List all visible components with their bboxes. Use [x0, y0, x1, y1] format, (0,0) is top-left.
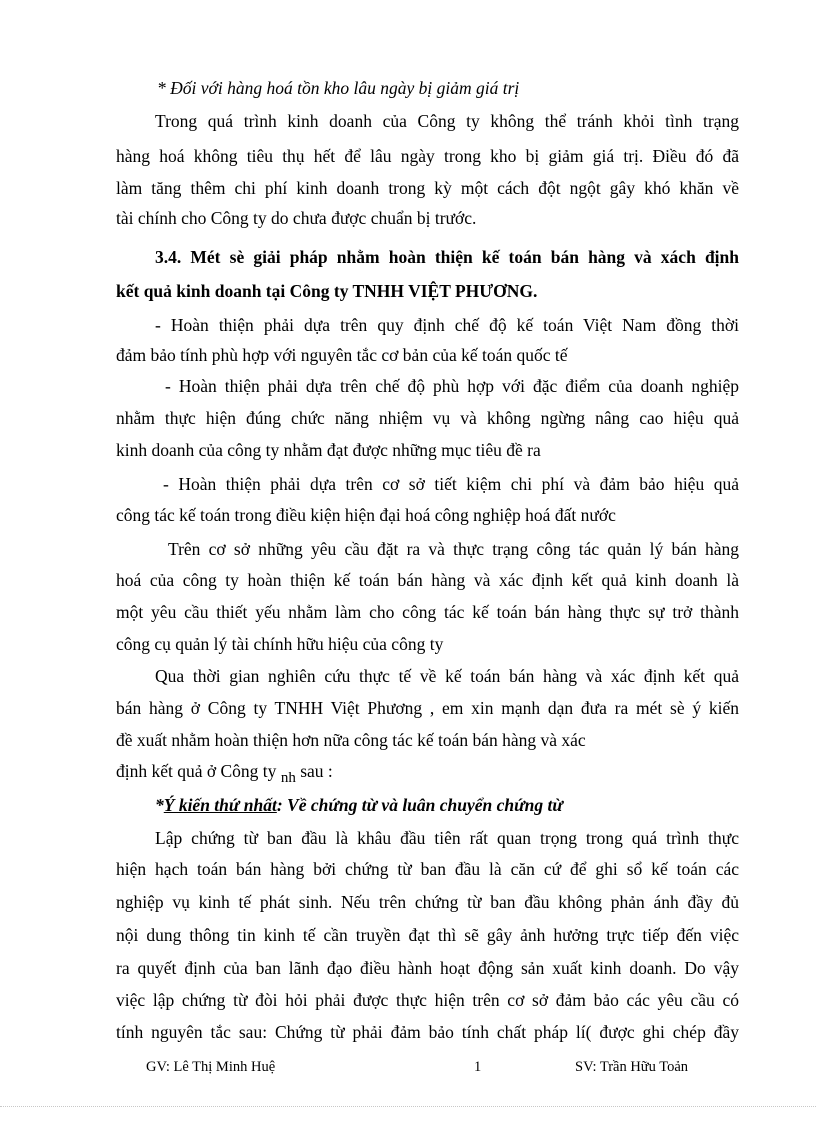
paragraph-line-last: [116, 761, 739, 786]
asterisk: *: [155, 795, 164, 815]
section-heading-3-4: 3.4. Mét sè giải pháp nhằm hoàn thiện kế toán bán hàng và xách định: [155, 247, 739, 267]
page-bottom-divider: [0, 1106, 816, 1107]
paragraph-line: việc lập chứng từ đòi hỏi phải được thực hiện trên cơ sở đảm bảo các yêu cầu có: [116, 990, 739, 1010]
paragraph-line: Lập chứng từ ban đầu là khâu đầu tiên rất quan trọng trong quá trình thực: [155, 828, 739, 848]
footer-page-number: 1: [474, 1059, 482, 1075]
first-opinion-label: Ý kiến thứ nhất: [163, 795, 277, 815]
text-span: định kết quả ở Công ty: [116, 761, 277, 781]
subscript-fragment: nh: [280, 770, 296, 786]
paragraph-line: hàng hoá không tiêu thụ hết để lâu ngày trong kho bị giảm giá trị. Điều đó đã: [116, 146, 739, 166]
paragraph-line: tài chính cho Công ty do chưa được chuẩn bị trước.: [116, 208, 477, 228]
footer-student: SV: Trần Hữu Toản: [575, 1059, 689, 1075]
text-span: sau :: [300, 761, 333, 781]
paragraph-line: nội dung thông tin kinh tế cần truyền đạt thì sẽ gây ảnh hưởng trực tiếp đến việc: [116, 925, 739, 945]
heading-inventory-devaluation: * Đối với hàng hoá tồn kho lâu ngày bị giảm giá trị: [157, 78, 520, 98]
paragraph-line: một yêu cầu thiết yếu nhằm làm cho công tác kế toán bán hàng thực sự trở thành: [116, 602, 739, 622]
paragraph-line: bán hàng ở Công ty TNHH Việt Phương , em xin mạnh dạn đưa ra mét sè ý kiến: [116, 698, 739, 718]
paragraph-line: đề xuất nhằm hoàn thiện hơn nữa công tác kế toán bán hàng và xác: [116, 730, 586, 750]
bullet-line: - Hoàn thiện phải dựa trên chế độ phù hợp với đặc điểm của doanh nghiệp: [165, 376, 739, 396]
paragraph-line: hoá của công ty hoàn thiện kế toán bán hàng và xác định kết quả kinh doanh là: [116, 570, 739, 590]
section-heading-3-4-cont: kết quả kinh doanh tại Công ty TNHH VIỆT PHƯƠNG.: [116, 281, 538, 301]
paragraph-line: Trong quá trình kinh doanh của Công ty không thể tránh khỏi tình trạng: [155, 111, 739, 131]
paragraph-line: Trên cơ sở những yêu cầu đặt ra và thực trạng công tác quản lý bán hàng: [168, 539, 739, 559]
bullet-line: - Hoàn thiện phải dựa trên cơ sở tiết kiệm chi phí và đảm bảo hiệu quả: [163, 474, 739, 494]
paragraph-line: hiện hạch toán bán hàng bởi chứng từ ban đầu là căn cứ để ghi sổ kế toán các: [116, 859, 739, 879]
bullet-line: công tác kế toán trong điều kiện hiện đại hoá công nghiệp hoá đất nước: [116, 505, 616, 525]
first-opinion-heading: [155, 795, 739, 815]
paragraph-line: tính nguyên tắc sau: Chứng từ phải đảm bảo tính chất pháp lí( được ghi chép đầy: [116, 1022, 739, 1042]
first-opinion-topic: : Về chứng từ và luân chuyển chứng từ: [276, 795, 563, 815]
bullet-line: nhằm thực hiện đúng chức năng nhiệm vụ và không ngừng nâng cao hiệu quả: [116, 408, 739, 428]
paragraph-line: nghiệp vụ kinh tế phát sinh. Nếu trên chứng từ ban đầu không phản ánh đầy đủ: [116, 892, 739, 912]
footer-teacher: GV: Lê Thị Minh Huệ: [146, 1059, 276, 1075]
bullet-line: - Hoàn thiện phải dựa trên quy định chế độ kế toán Việt Nam đồng thời: [155, 315, 739, 335]
paragraph-line: ra quyết định của ban lãnh đạo điều hành hoạt động sản xuất kinh doanh. Do vậy: [116, 958, 739, 978]
bullet-line: đảm bảo tính phù hợp với nguyên tắc cơ bản của kế toán quốc tế: [116, 345, 568, 365]
paragraph-line: Qua thời gian nghiên cứu thực tế về kế toán bán hàng và xác định kết quả: [155, 666, 739, 686]
bullet-line: kinh doanh của công ty nhằm đạt được những mục tiêu đề ra: [116, 440, 541, 460]
paragraph-line: làm tăng thêm chi phí kinh doanh trong kỳ một cách đột ngột gây khó khăn về: [116, 178, 739, 198]
paragraph-line: công cụ quản lý tài chính hữu hiệu của công ty: [116, 634, 444, 654]
